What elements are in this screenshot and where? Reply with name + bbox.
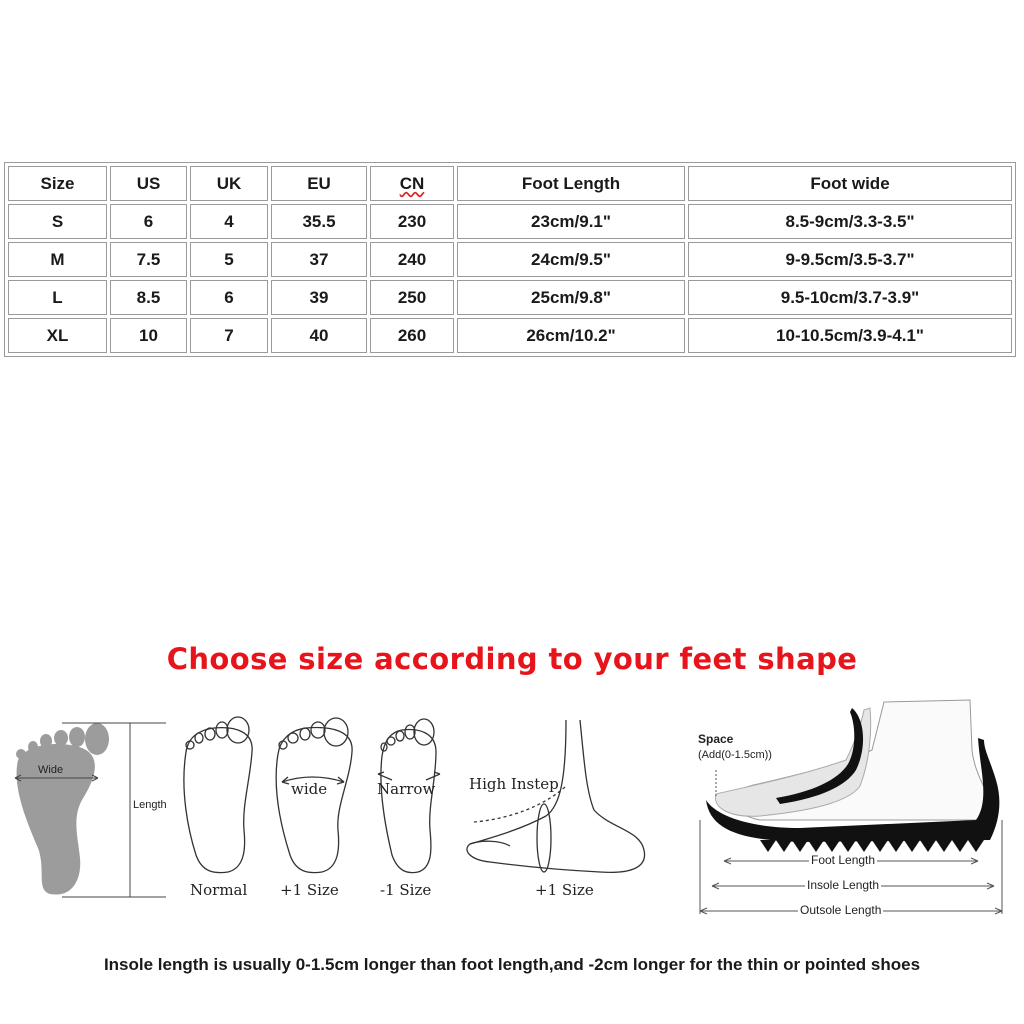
wide-arrow-label: wide xyxy=(291,780,328,798)
table-cell: 7 xyxy=(190,318,268,353)
table-cell: 9.5-10cm/3.7-3.9" xyxy=(688,280,1012,315)
header-cell: EU xyxy=(271,166,367,201)
header-cell: UK xyxy=(190,166,268,201)
outsole-length-label: Outsole Length xyxy=(800,903,882,917)
header-cn-text: CN xyxy=(399,173,425,193)
space-label: Space xyxy=(698,732,734,746)
high-instep-size-label: +1 Size xyxy=(535,881,594,899)
table-cell: S xyxy=(8,204,107,239)
table-cell: 10-10.5cm/3.9-4.1" xyxy=(688,318,1012,353)
table-cell: 24cm/9.5" xyxy=(457,242,685,277)
size-chart-table xyxy=(4,162,1016,357)
wide-size-label: +1 Size xyxy=(280,881,339,899)
table-cell: 7.5 xyxy=(110,242,187,277)
table-row xyxy=(8,242,1012,277)
table-cell: L xyxy=(8,280,107,315)
table-cell: 250 xyxy=(370,280,454,315)
table-cell: 5 xyxy=(190,242,268,277)
normal-foot-icon xyxy=(184,717,252,873)
narrow-size-label: -1 Size xyxy=(380,881,432,899)
table-cell: 230 xyxy=(370,204,454,239)
table-cell: 6 xyxy=(110,204,187,239)
table-cell: 8.5-9cm/3.3-3.5" xyxy=(688,204,1012,239)
table-cell: 37 xyxy=(271,242,367,277)
insole-footnote: Insole length is usually 0-1.5cm longer than foot length,and -2cm longer for the thin or pointed shoes xyxy=(103,955,921,974)
table-cell: 25cm/9.8" xyxy=(457,280,685,315)
header-cell: Size xyxy=(8,166,107,201)
header-cell: US xyxy=(110,166,187,201)
table-cell: 9-9.5cm/3.5-3.7" xyxy=(688,242,1012,277)
wide-measure-label: Wide xyxy=(38,764,64,776)
narrow-arrow-label: Narrow xyxy=(377,780,436,798)
normal-size-label: Normal xyxy=(190,881,248,899)
table-row xyxy=(8,280,1012,315)
table-row xyxy=(8,204,1012,239)
insole-length-label: Insole Length xyxy=(807,878,880,892)
table-cell: 39 xyxy=(271,280,367,315)
headline: Choose size according to your feet shape xyxy=(166,642,858,676)
table-cell: 35.5 xyxy=(271,204,367,239)
header-cell: Foot Length xyxy=(457,166,685,201)
table-cell: XL xyxy=(8,318,107,353)
footprint-icon xyxy=(16,723,109,895)
table-cell: 4 xyxy=(190,204,268,239)
high-instep-label: High Instep xyxy=(469,775,559,793)
table-cell: 240 xyxy=(370,242,454,277)
table-row xyxy=(8,318,1012,353)
shoe-cross-section-icon xyxy=(706,700,999,852)
header-cell xyxy=(370,166,454,201)
high-instep-foot-icon xyxy=(467,720,645,872)
length-measure-label: Length xyxy=(133,799,167,811)
table-cell: 10 xyxy=(110,318,187,353)
table-cell: 6 xyxy=(190,280,268,315)
table-cell: 260 xyxy=(370,318,454,353)
header-cell: Foot wide xyxy=(688,166,1012,201)
table-cell: 40 xyxy=(271,318,367,353)
foot-length-label: Foot Length xyxy=(811,853,876,867)
table-cell: 23cm/9.1" xyxy=(457,204,685,239)
table-cell: 26cm/10.2" xyxy=(457,318,685,353)
table-cell: M xyxy=(8,242,107,277)
table-cell: 8.5 xyxy=(110,280,187,315)
space-range-label: (Add(0-1.5cm)) xyxy=(698,749,772,761)
table-header-row xyxy=(8,166,1012,201)
